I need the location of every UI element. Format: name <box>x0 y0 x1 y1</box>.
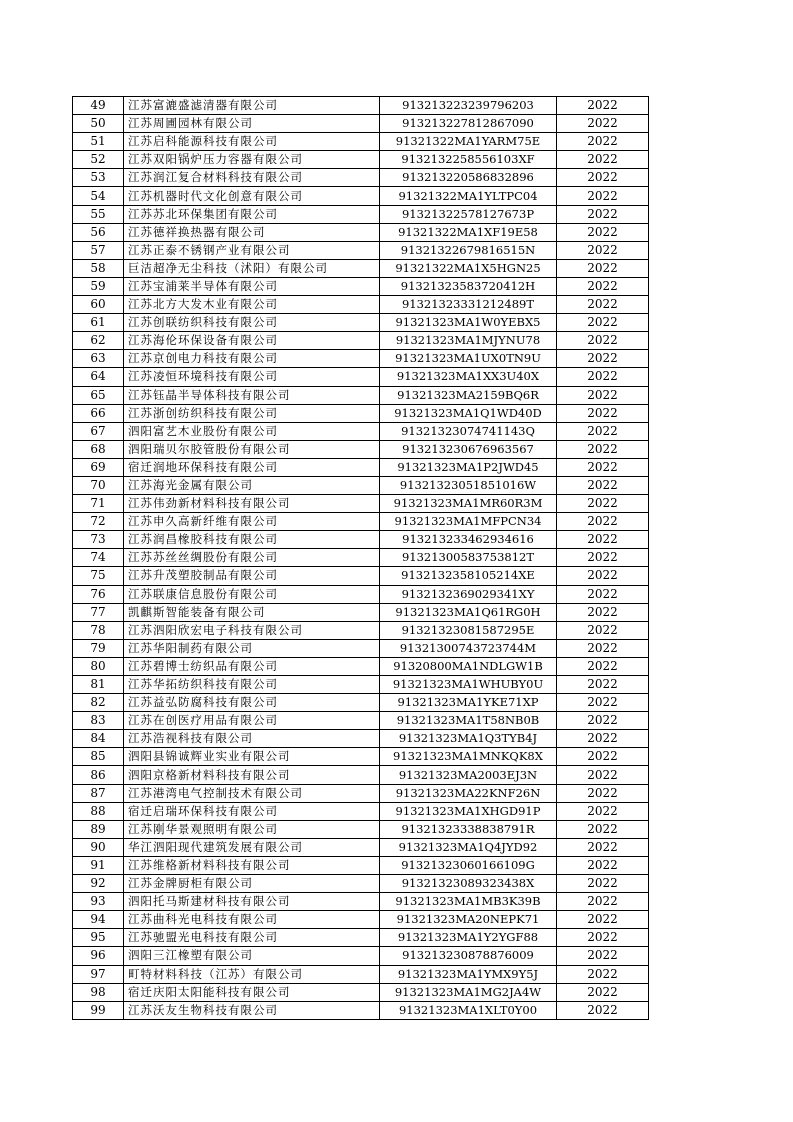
row-index: 71 <box>73 495 124 513</box>
table-row <box>73 802 649 820</box>
table-row <box>73 169 649 187</box>
company-name: 江苏刚华景观照明有限公司 <box>124 820 380 838</box>
company-name: 泗阳京格新材料科技有限公司 <box>124 766 380 784</box>
year: 2022 <box>557 657 649 675</box>
year: 2022 <box>557 911 649 929</box>
table-row <box>73 820 649 838</box>
company-name: 江苏周圃园林有限公司 <box>124 115 380 133</box>
company-name: 江苏启科能源科技有限公司 <box>124 133 380 151</box>
credit-code: 91321323MA1XLT0Y00 <box>380 1001 557 1019</box>
year: 2022 <box>557 513 649 531</box>
row-index: 75 <box>73 567 124 585</box>
table-row <box>73 838 649 856</box>
row-index: 59 <box>73 277 124 295</box>
credit-code: 91321322MA1X5HGN25 <box>380 259 557 277</box>
year: 2022 <box>557 495 649 513</box>
company-name: 町特材料科技（江苏）有限公司 <box>124 965 380 983</box>
credit-code: 9132132258556103XF <box>380 151 557 169</box>
year: 2022 <box>557 730 649 748</box>
table-row <box>73 983 649 1001</box>
company-name: 江苏升茂塑胶制品有限公司 <box>124 567 380 585</box>
table-row <box>73 422 649 440</box>
credit-code: 91321323MA1Y2YGF88 <box>380 929 557 947</box>
credit-code: 91321323MA2003EJ3N <box>380 766 557 784</box>
row-index: 85 <box>73 748 124 766</box>
row-index: 94 <box>73 911 124 929</box>
year: 2022 <box>557 368 649 386</box>
table-row <box>73 911 649 929</box>
table-row <box>73 657 649 675</box>
credit-code: 9132132369029341XY <box>380 585 557 603</box>
year: 2022 <box>557 205 649 223</box>
credit-code: 91321323583720412H <box>380 277 557 295</box>
company-name: 江苏碧博士纺织品有限公司 <box>124 657 380 675</box>
table-row <box>73 766 649 784</box>
credit-code: 91321323051851016W <box>380 476 557 494</box>
table-row <box>73 947 649 965</box>
year: 2022 <box>557 603 649 621</box>
table-row <box>73 748 649 766</box>
year: 2022 <box>557 712 649 730</box>
year: 2022 <box>557 187 649 205</box>
row-index: 49 <box>73 97 124 115</box>
row-index: 80 <box>73 657 124 675</box>
company-name: 江苏申久高新纤维有限公司 <box>124 513 380 531</box>
company-name: 江苏创联纺织科技有限公司 <box>124 314 380 332</box>
credit-code: 91321323MA1Q61RG0H <box>380 603 557 621</box>
row-index: 53 <box>73 169 124 187</box>
company-name: 泗阳瑞贝尔胶管股份有限公司 <box>124 440 380 458</box>
table-row <box>73 476 649 494</box>
year: 2022 <box>557 241 649 259</box>
credit-code: 91321322578127673P <box>380 205 557 223</box>
year: 2022 <box>557 259 649 277</box>
company-name: 江苏正泰不锈钢产业有限公司 <box>124 241 380 259</box>
table-row <box>73 115 649 133</box>
row-index: 76 <box>73 585 124 603</box>
credit-code: 91321323MA1WHUBY0U <box>380 676 557 694</box>
year: 2022 <box>557 549 649 567</box>
table-row <box>73 241 649 259</box>
row-index: 97 <box>73 965 124 983</box>
year: 2022 <box>557 965 649 983</box>
credit-code: 91321323338838791R <box>380 820 557 838</box>
company-name: 江苏润昌橡胶科技有限公司 <box>124 531 380 549</box>
year: 2022 <box>557 404 649 422</box>
company-name: 江苏宝浦莱半导体有限公司 <box>124 277 380 295</box>
credit-code: 91321323MA1Q4JYD92 <box>380 838 557 856</box>
company-name: 江苏海光金属有限公司 <box>124 476 380 494</box>
year: 2022 <box>557 567 649 585</box>
row-index: 93 <box>73 893 124 911</box>
company-name: 江苏华阳制药有限公司 <box>124 639 380 657</box>
credit-code: 91321323MA1Q3TYB4J <box>380 730 557 748</box>
year: 2022 <box>557 314 649 332</box>
year: 2022 <box>557 386 649 404</box>
table-row <box>73 187 649 205</box>
credit-code: 913213220586832896 <box>380 169 557 187</box>
company-name: 江苏港湾电气控制技术有限公司 <box>124 784 380 802</box>
credit-code: 913213223239796203 <box>380 97 557 115</box>
credit-code: 91321323331212489T <box>380 296 557 314</box>
row-index: 52 <box>73 151 124 169</box>
row-index: 81 <box>73 676 124 694</box>
company-name: 泗阳三江橡塑有限公司 <box>124 947 380 965</box>
table-row <box>73 133 649 151</box>
row-index: 57 <box>73 241 124 259</box>
table-row <box>73 965 649 983</box>
row-index: 88 <box>73 802 124 820</box>
row-index: 60 <box>73 296 124 314</box>
company-name: 江苏联康信息股份有限公司 <box>124 585 380 603</box>
credit-code: 91321323MA1MJYNU78 <box>380 332 557 350</box>
credit-code: 91321323MA1XHGD91P <box>380 802 557 820</box>
year: 2022 <box>557 223 649 241</box>
company-name: 江苏富漉盛滤清器有限公司 <box>124 97 380 115</box>
table-row <box>73 495 649 513</box>
row-index: 91 <box>73 856 124 874</box>
table-row <box>73 350 649 368</box>
company-name: 江苏德祥换热器有限公司 <box>124 223 380 241</box>
credit-code: 91321323MA1P2JWD45 <box>380 458 557 476</box>
credit-code: 91321323MA20NEPK71 <box>380 911 557 929</box>
company-name: 江苏浙创纺织科技有限公司 <box>124 404 380 422</box>
row-index: 84 <box>73 730 124 748</box>
company-name: 宿迁庆阳太阳能科技有限公司 <box>124 983 380 1001</box>
credit-code: 91321323089323438X <box>380 875 557 893</box>
table-row <box>73 676 649 694</box>
company-name: 江苏北方大发木业有限公司 <box>124 296 380 314</box>
year: 2022 <box>557 151 649 169</box>
company-name: 华江泗阳现代建筑发展有限公司 <box>124 838 380 856</box>
row-index: 96 <box>73 947 124 965</box>
company-name: 江苏曲科光电科技有限公司 <box>124 911 380 929</box>
table-row <box>73 603 649 621</box>
company-name: 江苏驰盟光电科技有限公司 <box>124 929 380 947</box>
row-index: 78 <box>73 621 124 639</box>
company-table <box>72 96 649 1020</box>
credit-code: 91321323MA1W0YEBX5 <box>380 314 557 332</box>
company-name: 江苏凌恒环境科技有限公司 <box>124 368 380 386</box>
company-name: 江苏海伦环保设备有限公司 <box>124 332 380 350</box>
row-index: 74 <box>73 549 124 567</box>
company-table-body <box>73 97 649 1020</box>
year: 2022 <box>557 983 649 1001</box>
credit-code: 913213233462934616 <box>380 531 557 549</box>
company-name: 江苏苏丝丝绸股份有限公司 <box>124 549 380 567</box>
credit-code: 91321323074741143Q <box>380 422 557 440</box>
credit-code: 91320800MA1NDLGW1B <box>380 657 557 675</box>
row-index: 62 <box>73 332 124 350</box>
credit-code: 91321323MA1YKE71XP <box>380 694 557 712</box>
credit-code: 91321323MA1MB3K39B <box>380 893 557 911</box>
credit-code: 91321323MA1XX3U40X <box>380 368 557 386</box>
year: 2022 <box>557 639 649 657</box>
table-row <box>73 784 649 802</box>
company-name: 江苏维格新材料科技有限公司 <box>124 856 380 874</box>
company-name: 宿迁启瑞环保科技有限公司 <box>124 802 380 820</box>
credit-code: 91321323060166109G <box>380 856 557 874</box>
company-name: 巨洁超净无尘科技（沭阳）有限公司 <box>124 259 380 277</box>
credit-code: 91321322MA1YARM75E <box>380 133 557 151</box>
year: 2022 <box>557 929 649 947</box>
credit-code: 91321300583753812T <box>380 549 557 567</box>
row-index: 64 <box>73 368 124 386</box>
credit-code: 913213227812867090 <box>380 115 557 133</box>
row-index: 65 <box>73 386 124 404</box>
year: 2022 <box>557 133 649 151</box>
row-index: 73 <box>73 531 124 549</box>
table-row <box>73 856 649 874</box>
table-row <box>73 151 649 169</box>
year: 2022 <box>557 332 649 350</box>
company-name: 江苏京创电力科技有限公司 <box>124 350 380 368</box>
year: 2022 <box>557 893 649 911</box>
year: 2022 <box>557 676 649 694</box>
credit-code: 91321323MA1MG2JA4W <box>380 983 557 1001</box>
row-index: 56 <box>73 223 124 241</box>
year: 2022 <box>557 820 649 838</box>
year: 2022 <box>557 97 649 115</box>
table-row <box>73 585 649 603</box>
table-row <box>73 875 649 893</box>
row-index: 63 <box>73 350 124 368</box>
table-row <box>73 404 649 422</box>
row-index: 51 <box>73 133 124 151</box>
table-row <box>73 277 649 295</box>
year: 2022 <box>557 784 649 802</box>
company-name: 凯麒斯智能装备有限公司 <box>124 603 380 621</box>
credit-code: 91321323MA1MNKQK8X <box>380 748 557 766</box>
table-row <box>73 730 649 748</box>
year: 2022 <box>557 947 649 965</box>
credit-code: 91321323MA1UX0TN9U <box>380 350 557 368</box>
company-name: 江苏益弘防腐科技有限公司 <box>124 694 380 712</box>
year: 2022 <box>557 748 649 766</box>
row-index: 55 <box>73 205 124 223</box>
company-name: 江苏钰晶半导体科技有限公司 <box>124 386 380 404</box>
year: 2022 <box>557 694 649 712</box>
year: 2022 <box>557 856 649 874</box>
table-row <box>73 929 649 947</box>
year: 2022 <box>557 621 649 639</box>
row-index: 61 <box>73 314 124 332</box>
row-index: 67 <box>73 422 124 440</box>
company-name: 江苏伟劲新材料科技有限公司 <box>124 495 380 513</box>
table-row <box>73 296 649 314</box>
row-index: 87 <box>73 784 124 802</box>
year: 2022 <box>557 531 649 549</box>
row-index: 69 <box>73 458 124 476</box>
row-index: 79 <box>73 639 124 657</box>
year: 2022 <box>557 1001 649 1019</box>
credit-code: 913213230878876009 <box>380 947 557 965</box>
table-row <box>73 386 649 404</box>
year: 2022 <box>557 422 649 440</box>
table-row <box>73 458 649 476</box>
row-index: 58 <box>73 259 124 277</box>
company-name: 江苏沃友生物科技有限公司 <box>124 1001 380 1019</box>
company-name: 江苏泗阳欣宏电子科技有限公司 <box>124 621 380 639</box>
company-name: 江苏润江复合材料科技有限公司 <box>124 169 380 187</box>
year: 2022 <box>557 115 649 133</box>
row-index: 86 <box>73 766 124 784</box>
table-row <box>73 639 649 657</box>
credit-code: 91321300743723744M <box>380 639 557 657</box>
credit-code: 91321323081587295E <box>380 621 557 639</box>
year: 2022 <box>557 169 649 187</box>
year: 2022 <box>557 766 649 784</box>
credit-code: 91321323MA22KNF26N <box>380 784 557 802</box>
table-row <box>73 259 649 277</box>
credit-code: 9132132358105214XE <box>380 567 557 585</box>
row-index: 99 <box>73 1001 124 1019</box>
row-index: 90 <box>73 838 124 856</box>
row-index: 98 <box>73 983 124 1001</box>
company-name: 江苏苏北环保集团有限公司 <box>124 205 380 223</box>
row-index: 50 <box>73 115 124 133</box>
year: 2022 <box>557 838 649 856</box>
year: 2022 <box>557 296 649 314</box>
company-name: 泗阳托马斯建材科技有限公司 <box>124 893 380 911</box>
company-name: 泗阳县锦诚辉业实业有限公司 <box>124 748 380 766</box>
row-index: 70 <box>73 476 124 494</box>
year: 2022 <box>557 802 649 820</box>
table-row <box>73 694 649 712</box>
row-index: 54 <box>73 187 124 205</box>
credit-code: 91321323MA1YMX9Y5J <box>380 965 557 983</box>
table-row <box>73 513 649 531</box>
credit-code: 91321323MA1Q1WD40D <box>380 404 557 422</box>
company-name: 江苏双阳锅炉压力容器有限公司 <box>124 151 380 169</box>
row-index: 95 <box>73 929 124 947</box>
company-name: 江苏金牌厨柜有限公司 <box>124 875 380 893</box>
row-index: 77 <box>73 603 124 621</box>
year: 2022 <box>557 476 649 494</box>
credit-code: 91321322MA1YLTPC04 <box>380 187 557 205</box>
table-row <box>73 332 649 350</box>
row-index: 68 <box>73 440 124 458</box>
credit-code: 91321323MA1MR60R3M <box>380 495 557 513</box>
year: 2022 <box>557 585 649 603</box>
credit-code: 91321323MA1T58NB0B <box>380 712 557 730</box>
table-row <box>73 712 649 730</box>
table-row <box>73 97 649 115</box>
table-row <box>73 314 649 332</box>
table-row <box>73 368 649 386</box>
credit-code: 91321323MA1MFPCN34 <box>380 513 557 531</box>
table-row <box>73 621 649 639</box>
year: 2022 <box>557 458 649 476</box>
row-index: 89 <box>73 820 124 838</box>
table-row <box>73 223 649 241</box>
year: 2022 <box>557 277 649 295</box>
row-index: 82 <box>73 694 124 712</box>
company-name: 江苏机器时代文化创意有限公司 <box>124 187 380 205</box>
table-row <box>73 440 649 458</box>
credit-code: 91321322MA1XF19E58 <box>380 223 557 241</box>
table-row <box>73 205 649 223</box>
credit-code: 91321323MA2159BQ6R <box>380 386 557 404</box>
row-index: 83 <box>73 712 124 730</box>
row-index: 72 <box>73 513 124 531</box>
table-row <box>73 549 649 567</box>
company-name: 江苏浩视科技有限公司 <box>124 730 380 748</box>
credit-code: 913213230676963567 <box>380 440 557 458</box>
year: 2022 <box>557 440 649 458</box>
year: 2022 <box>557 875 649 893</box>
credit-code: 91321322679816515N <box>380 241 557 259</box>
row-index: 66 <box>73 404 124 422</box>
table-row <box>73 531 649 549</box>
company-name: 江苏在创医疗用品有限公司 <box>124 712 380 730</box>
row-index: 92 <box>73 875 124 893</box>
company-name: 宿迁润地环保科技有限公司 <box>124 458 380 476</box>
company-name: 泗阳富艺木业股份有限公司 <box>124 422 380 440</box>
company-name: 江苏华拓纺织科技有限公司 <box>124 676 380 694</box>
year: 2022 <box>557 350 649 368</box>
table-row <box>73 567 649 585</box>
table-row <box>73 893 649 911</box>
table-row <box>73 1001 649 1019</box>
